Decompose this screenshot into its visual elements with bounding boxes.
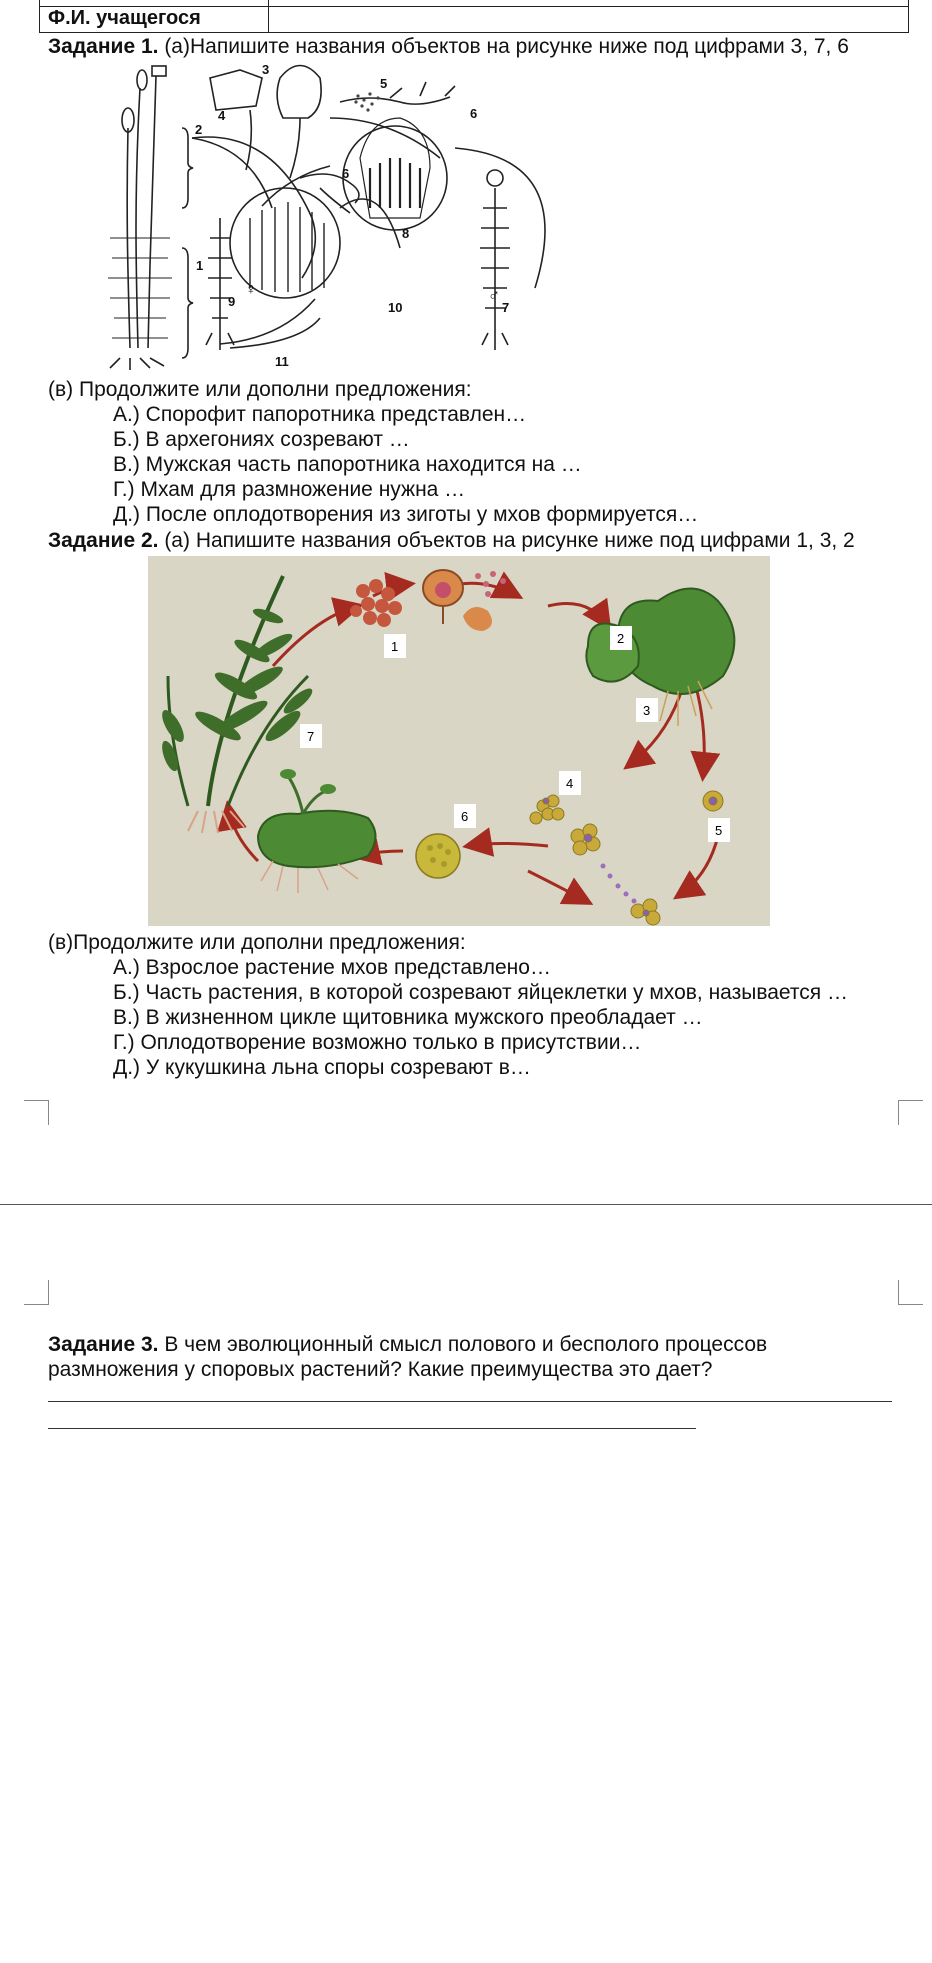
fig1-label-5: 5: [380, 76, 388, 91]
student-name-field[interactable]: [272, 7, 904, 31]
fig1-label-7: 7: [502, 300, 510, 315]
task2-question-d: Г.) Оплодотворение возможно только в присутствии…: [113, 1031, 642, 1054]
student-name-label: Ф.И. учащегося: [48, 7, 201, 29]
fern-life-cycle-figure: [148, 556, 770, 926]
task1-instruction: (а)Напишите названия объектов на рисунке ниже под цифрами 3, 7, 6: [164, 35, 849, 58]
fig2-label-2: 2: [617, 631, 625, 646]
task3-line2: размножения у споровых растений? Какие преимущества это дает?: [48, 1358, 713, 1381]
task2-question-a: А.) Взрослое растение мхов представлено…: [113, 956, 551, 979]
released-spores: [463, 571, 506, 631]
task1-question-a: А.) Спорофит папоротника представлен…: [113, 403, 527, 426]
moss-stalk-2: [136, 88, 140, 348]
fig1-label-11: 11: [275, 354, 289, 369]
task1-part-b-intro: (в) Продолжите или дополни предложения:: [48, 378, 472, 401]
page-corner-mark-bottom-right: [898, 1280, 923, 1305]
header-table: [39, 0, 909, 33]
header-table-top-row: [40, 0, 908, 7]
fig1-label-1: 1: [196, 258, 204, 273]
fig1-label-2: 2: [195, 122, 203, 137]
fertilization-group: [571, 824, 660, 925]
fig1-label-3: 3: [262, 62, 270, 77]
fig1-label-6b: 6: [342, 166, 350, 181]
gametangia: [530, 791, 723, 824]
page-corner-mark-top-right: [898, 1100, 923, 1125]
male-symbol: ♂: [488, 287, 500, 304]
fig2-label-6: 6: [461, 809, 469, 824]
task1-heading: [48, 34, 849, 59]
sporangium: [423, 570, 463, 624]
fig2-label-5: 5: [715, 823, 723, 838]
fern-sporophyte: [158, 576, 316, 833]
task2-question-e: Д.) У кукушкина льна споры созревают в…: [113, 1056, 531, 1079]
task3-line1: В чем эволюционный смысл полового и бесполого процессов: [164, 1333, 768, 1356]
task1-question-e: Д.) После оплодотворения из зиготы у мхов формируется…: [113, 503, 699, 526]
spore-dots: [354, 92, 379, 111]
fig1-label-9: 9: [228, 294, 236, 309]
young-embryo: [416, 834, 460, 878]
sperm-dots: [601, 864, 637, 904]
task1-question-d: Г.) Мхам для размножение нужна …: [113, 478, 466, 501]
prothallus-heart: [586, 589, 734, 727]
task2-title: Задание 2.: [48, 529, 159, 552]
page-corner-mark-bottom-left: [24, 1280, 49, 1305]
female-symbol: ♀: [245, 281, 257, 298]
task2-part-b-intro: (в)Продолжите или дополни предложения:: [48, 931, 466, 954]
fig2-label-4: 4: [566, 776, 574, 791]
fig1-label-10: 10: [388, 300, 403, 315]
moss-life-cycle-figure: [100, 58, 560, 370]
fig1-label-4: 4: [218, 108, 226, 123]
fig1-label-6a: 6: [470, 106, 478, 121]
moss-stalk-3: [148, 76, 156, 348]
fig1-label-8: 8: [402, 226, 410, 241]
task3-title: Задание 3.: [48, 1333, 159, 1356]
task2-question-c: В.) В жизненном цикле щитовника мужского преобладает …: [113, 1006, 703, 1029]
task2-instruction: (а) Напишите названия объектов на рисунке ниже под цифрами 1, 3, 2: [164, 529, 855, 552]
task2-heading: [48, 528, 855, 553]
task1-question-c: В.) Мужская часть папоротника находится на …: [113, 453, 582, 476]
page-corner-mark-top-left: [24, 1100, 49, 1125]
fig2-label-1: 1: [391, 639, 399, 654]
answer-line-1[interactable]: [48, 1401, 892, 1402]
task1-title: Задание 1.: [48, 35, 159, 58]
answer-line-2[interactable]: [48, 1428, 696, 1429]
page-break-line: [0, 1204, 932, 1205]
task1-question-b: Б.) В архегониях созревают …: [113, 428, 410, 451]
task2-question-b: Б.) Часть растения, в которой созревают яйцеклетки у мхов, называется …: [113, 981, 848, 1004]
header-table-divider: [268, 0, 269, 32]
task3-heading: [48, 1332, 767, 1357]
fig2-label-7: 7: [307, 729, 315, 744]
fig2-label-3: 3: [643, 703, 651, 718]
prothallus-young-sporophyte: [258, 769, 376, 893]
